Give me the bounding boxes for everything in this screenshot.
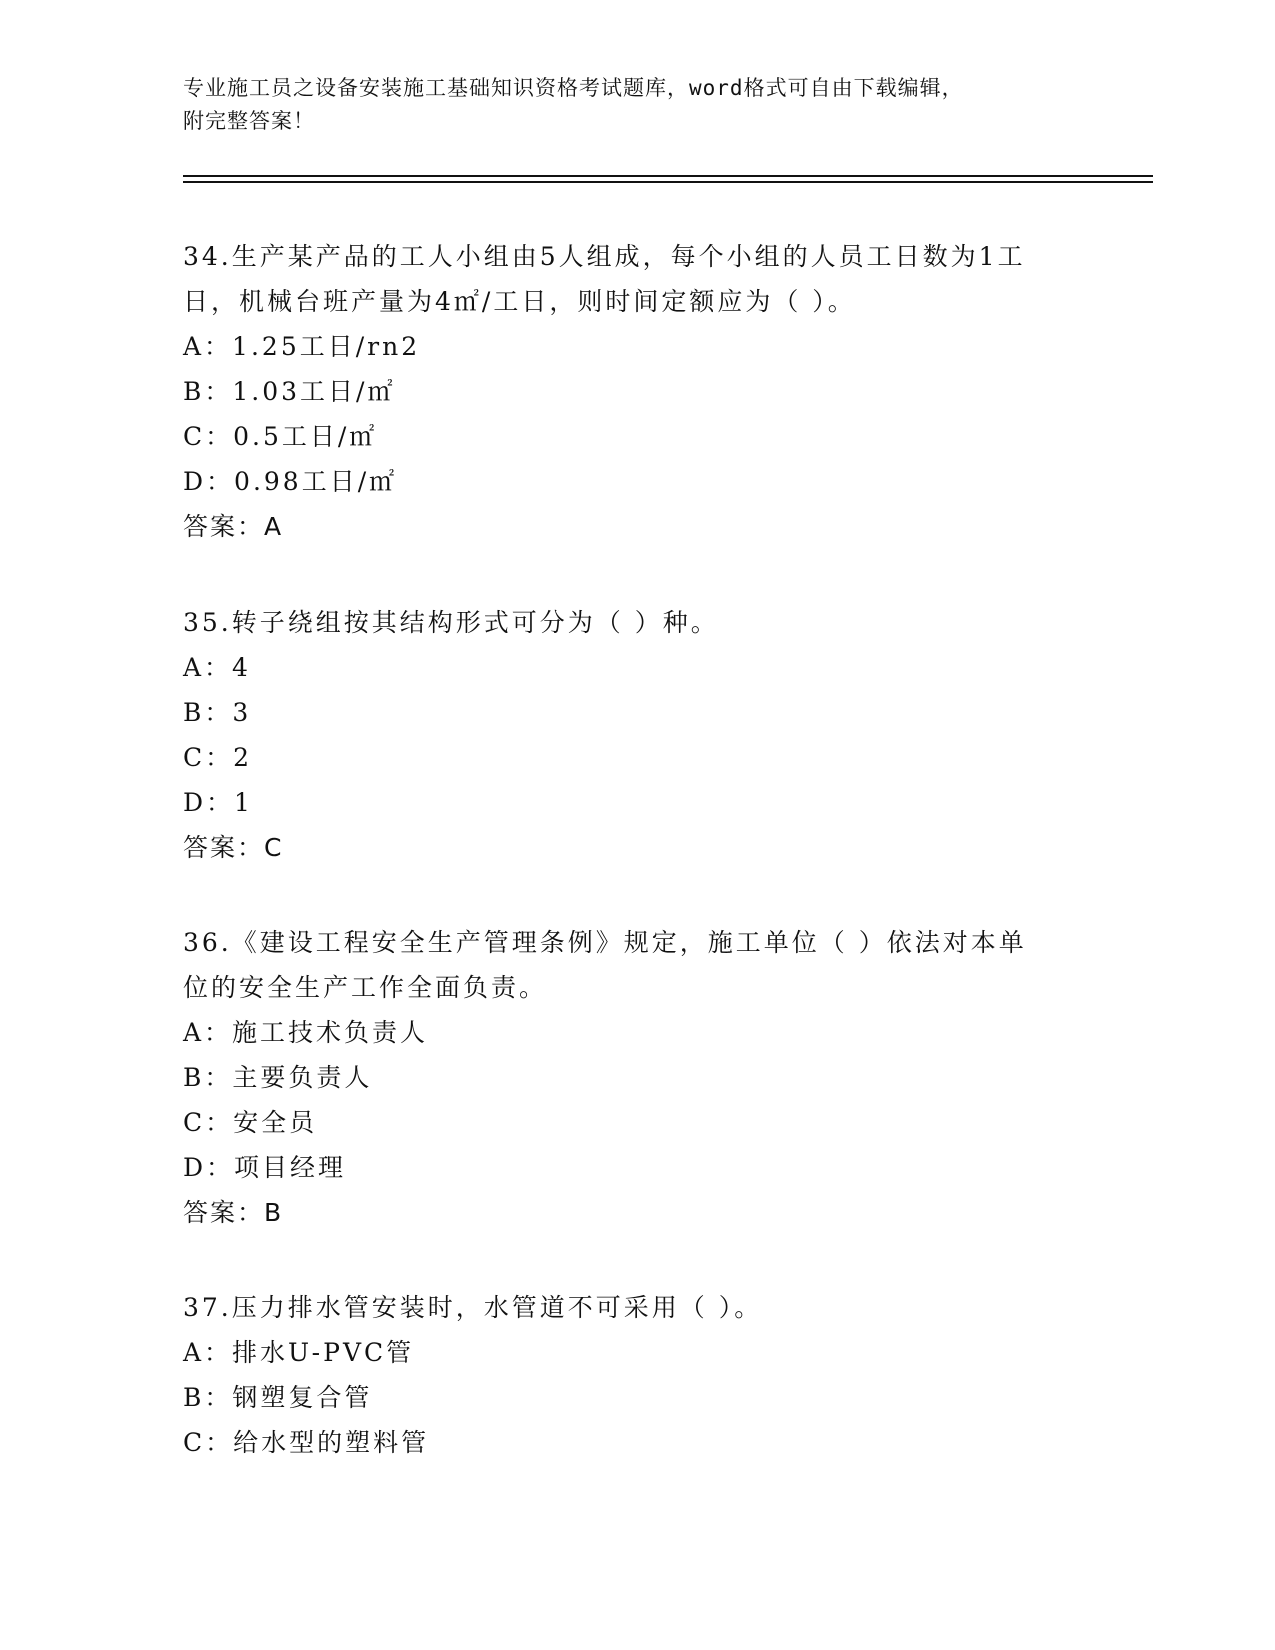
header-divider-top xyxy=(183,175,1153,177)
document-header xyxy=(183,72,1063,138)
option-c: C：0.5工日/㎡ xyxy=(183,422,378,451)
option-c: C：2 xyxy=(183,743,253,772)
header-divider-bottom xyxy=(183,181,1153,183)
option-a: A：1.25工日/rn2 xyxy=(183,332,421,361)
question-34 xyxy=(183,234,1083,550)
option-b: B：3 xyxy=(183,698,252,727)
question-stem-line-1: 37.压力排水管安装时，水管道不可采用（ ）。 xyxy=(183,1293,763,1322)
question-36 xyxy=(183,920,1083,1236)
answer: 答案：C xyxy=(183,833,284,862)
option-c: C：给水型的塑料管 xyxy=(183,1428,430,1457)
option-a: A：施工技术负责人 xyxy=(183,1018,429,1047)
question-37 xyxy=(183,1285,1083,1465)
question-35 xyxy=(183,600,1083,871)
option-a: A：4 xyxy=(183,653,251,682)
header-line-1: 专业施工员之设备安装施工基础知识资格考试题库，word格式可自由下载编辑， xyxy=(183,76,964,100)
option-c: C：安全员 xyxy=(183,1108,318,1137)
question-stem-line-1: 34.生产某产品的工人小组由5人组成，每个小组的人员工日数为1工 xyxy=(183,242,1026,271)
option-d: D：项目经理 xyxy=(183,1153,347,1182)
question-stem-line-2: 位的安全生产工作全面负责。 xyxy=(183,973,548,1002)
option-d: D：1 xyxy=(183,788,253,817)
option-b: B：主要负责人 xyxy=(183,1063,373,1092)
option-d: D：0.98工日/㎡ xyxy=(183,467,398,496)
answer: 答案：B xyxy=(183,1198,284,1227)
question-stem-line-1: 35.转子绕组按其结构形式可分为（ ）种。 xyxy=(183,608,719,637)
option-b: B：1.03工日/㎡ xyxy=(183,377,396,406)
option-b: B：钢塑复合管 xyxy=(183,1383,373,1412)
header-line-2: 附完整答案！ xyxy=(183,109,315,133)
option-a: A：排水U-PVC管 xyxy=(183,1338,415,1367)
question-stem-line-2: 日，机械台班产量为4㎡/工日，则时间定额应为（ ）。 xyxy=(183,287,856,316)
answer: 答案：A xyxy=(183,512,284,541)
question-stem-line-1: 36.《建设工程安全生产管理条例》规定，施工单位（ ）依法对本单 xyxy=(183,928,1027,957)
